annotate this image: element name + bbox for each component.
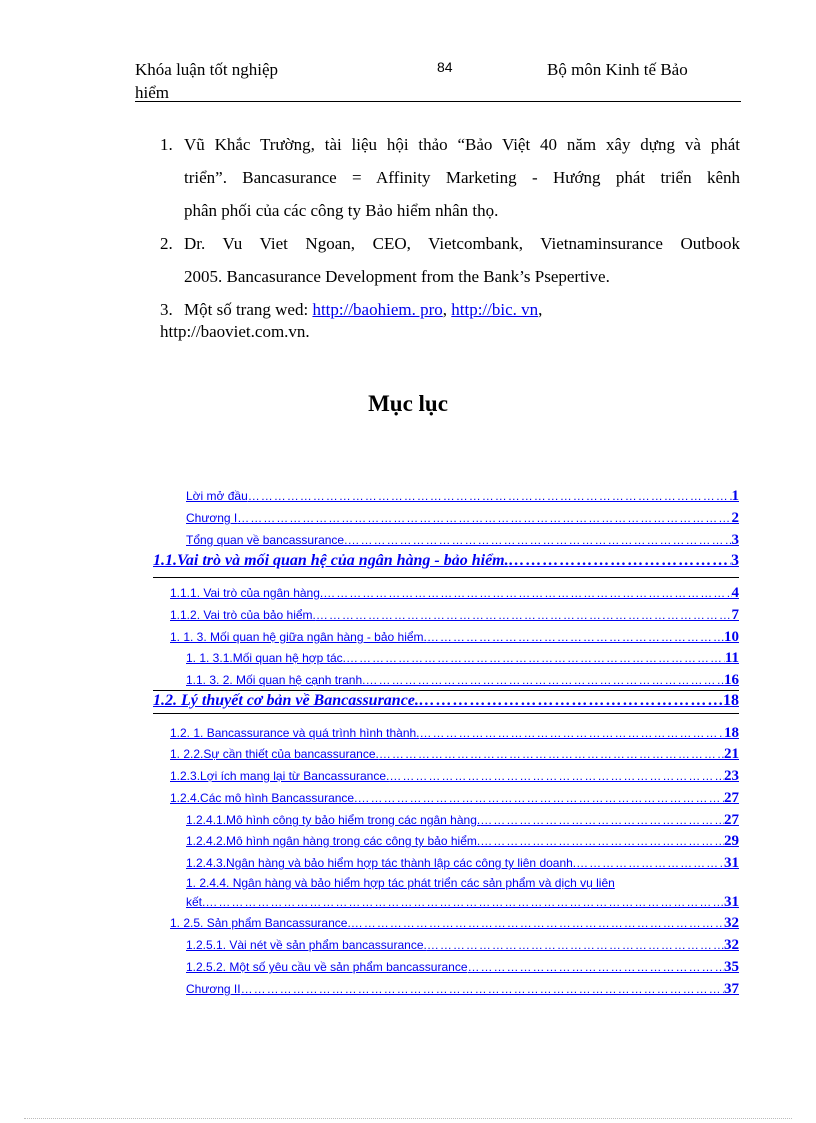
toc-entry-label: 1.2.5.1. Vài nét về sản phẩm bancassurance. — [186, 938, 427, 952]
reference-text: Một số trang wed: — [184, 300, 313, 319]
separator: , — [442, 300, 452, 319]
toc-entry-page: 32 — [724, 937, 739, 953]
toc-entry-page: 10 — [724, 629, 739, 645]
toc-leader — [389, 767, 724, 785]
toc-entry[interactable] — [186, 958, 739, 976]
toc-entry-page: 7 — [731, 607, 739, 623]
toc-leader — [427, 628, 724, 646]
toc-entry-page: 31 — [724, 894, 739, 910]
toc-entry[interactable] — [170, 724, 739, 742]
reference-text: triển”. Bancasurance = Affinity Marketing - Hướng phát triển kênh — [184, 168, 740, 187]
toc-leader — [427, 936, 724, 954]
toc-entry[interactable] — [170, 767, 739, 785]
toc-entry-page: 23 — [724, 768, 739, 784]
toc-entry[interactable] — [186, 893, 739, 911]
toc-entry-label: 1.2.5.2. Một số yêu cầu về sản phẩm bancassurance — [186, 960, 468, 974]
header-thesis-label-cont: hiểm — [135, 83, 169, 102]
toc-leader — [419, 690, 723, 712]
reference-number: 1. — [160, 135, 173, 154]
toc-entry-label: 1. 2.4.4. Ngân hàng và bảo hiểm hợp tác phát triển các sản phẩm và dịch vụ liên — [186, 876, 615, 890]
toc-leader — [480, 811, 724, 829]
toc-leader — [205, 893, 724, 911]
toc-entry-page: 35 — [724, 959, 739, 975]
toc-entry-label: 1. 1. 3. Mối quan hệ giữa ngân hàng - bảo hiểm. — [170, 630, 427, 644]
toc-entry-label: 1.1.Vai trò và mối quan hệ của ngân hàng - bảo hiểm. — [153, 552, 509, 569]
toc-entry-page: 11 — [724, 650, 739, 666]
reference-item-2 — [160, 227, 740, 293]
toc-entry-label: 1.2. Lý thuyết cơ bản về Bancassurance. — [153, 692, 419, 709]
header-left — [135, 58, 310, 104]
reference-url-baoviet: http://baoviet.com.vn. — [160, 322, 310, 341]
toc-title: Mục lục — [368, 391, 448, 416]
toc-entry-label: 1. 2.2.Sự cần thiết của bancassurance. — [170, 747, 379, 761]
reference-text: phân phối của các công ty Bảo hiểm nhân thọ. — [184, 201, 499, 220]
toc-entry[interactable] — [186, 509, 739, 527]
toc-entry[interactable] — [186, 854, 739, 872]
toc-entry-page: 3 — [731, 532, 739, 548]
toc-entry-label: 1.2.4.Các mô hình Bancassurance. — [170, 791, 358, 805]
toc-leader — [509, 550, 731, 572]
toc-leader — [346, 649, 725, 667]
toc-entry-label: 1.2. 1. Bancassurance và quá trình hình thành. — [170, 726, 420, 740]
reference-text: Dr. Vu Viet Ngoan, CEO, Vietcombank, Vietnaminsurance Outbook — [184, 234, 740, 253]
page-bottom-border — [24, 1118, 792, 1119]
toc-entry-label: Chương II — [186, 982, 241, 996]
reference-number: 3. — [160, 300, 173, 319]
toc-entry[interactable] — [170, 606, 739, 624]
toc-entry[interactable] — [186, 874, 739, 892]
toc-leader — [357, 789, 724, 807]
reference-text: 2005. Bancasurance Development from the Bank’s Psepertive. — [184, 267, 610, 286]
toc-entry-page: 31 — [724, 855, 739, 871]
toc-entry-label: 1.1.1. Vai trò của ngân hàng. — [170, 586, 324, 600]
toc-entry-label: 1. 2.5. Sản phẩm Bancassurance. — [170, 916, 351, 930]
toc-leader — [351, 914, 724, 932]
reference-number: 2. — [160, 234, 173, 253]
toc-entry-label: 1. 1. 3.1.Mối quan hệ hợp tác. — [186, 651, 346, 665]
toc-entry[interactable] — [170, 584, 739, 602]
toc-entry-page: 18 — [724, 725, 739, 741]
link-baohiem[interactable]: http://baohiem. pro — [312, 300, 443, 319]
toc-rule — [153, 713, 739, 714]
toc-entry[interactable] — [186, 811, 739, 829]
toc-entry[interactable] — [186, 671, 739, 689]
toc-entry[interactable] — [170, 914, 739, 932]
toc-entry-page: 18 — [723, 692, 739, 709]
toc-entry-label: 1.2.4.2.Mô hình ngân hàng trong các công ty bảo hiểm. — [186, 834, 481, 848]
link-bic[interactable]: http://bic. vn — [451, 300, 539, 319]
toc-entry-page: 16 — [724, 672, 739, 688]
toc-entry[interactable] — [186, 649, 739, 667]
header-page-number: 84 — [437, 59, 453, 75]
toc-entry[interactable] — [186, 531, 739, 549]
toc-entry-page: 27 — [724, 790, 739, 806]
header-thesis-label: Khóa luận tốt nghiệp — [135, 60, 279, 79]
toc-entry-page: 32 — [724, 915, 739, 931]
toc-entry-page: 29 — [724, 833, 739, 849]
toc-leader — [241, 980, 724, 998]
toc-leader — [347, 531, 731, 549]
reference-list — [160, 128, 740, 326]
toc-entry[interactable] — [170, 745, 739, 763]
toc-entry-page: 37 — [724, 981, 739, 997]
toc-entry[interactable] — [170, 789, 739, 807]
toc-entry-label: Lời mở đầu — [186, 489, 248, 503]
toc-entry-label: 1.1.2. Vai trò của bảo hiểm. — [170, 608, 316, 622]
toc-entry-label: Tổng quan về bancassurance. — [186, 533, 348, 547]
toc-entry[interactable] — [186, 980, 739, 998]
toc-section-heading[interactable] — [153, 690, 739, 712]
toc-entry[interactable] — [186, 936, 739, 954]
reference-item-1 — [160, 128, 740, 227]
toc-rule — [153, 577, 739, 578]
toc-leader — [420, 724, 724, 742]
toc-leader — [468, 958, 724, 976]
toc-entry-label: 1.2.4.1.Mô hình công ty bảo hiểm trong các ngân hàng. — [186, 813, 481, 827]
header-rule — [135, 101, 741, 102]
toc-entry-page: 21 — [724, 746, 739, 762]
toc-leader — [323, 584, 731, 602]
toc-section-heading[interactable] — [153, 550, 739, 572]
toc-entry-label: 1.2.4.3.Ngân hàng và bảo hiểm hợp tác thành lập các công ty liên doanh. — [186, 856, 577, 870]
toc-entry[interactable] — [186, 832, 739, 850]
toc-entry-page: 1 — [731, 488, 739, 504]
toc-leader — [576, 854, 724, 872]
toc-entry-page: 27 — [724, 812, 739, 828]
toc-leader — [365, 671, 724, 689]
toc-leader — [480, 832, 724, 850]
toc-leader — [237, 509, 731, 527]
toc-leader — [379, 745, 724, 763]
reference-text: Vũ Khắc Trường, tài liệu hội thảo “Bảo Việt 40 năm xây dựng và phát — [184, 135, 740, 154]
toc-entry[interactable] — [170, 628, 739, 646]
toc-entry-page: 4 — [731, 585, 739, 601]
toc-entry-page: 3 — [731, 552, 739, 569]
toc-entry-label: 1.2.3.Lợi ích mang lại từ Bancassurance. — [170, 769, 390, 783]
toc-leader — [316, 606, 732, 624]
separator: , — [538, 300, 543, 319]
toc-entry-label: Chương I — [186, 511, 238, 525]
header-department: Bộ môn Kinh tế Bảo — [547, 60, 688, 79]
toc-leader — [248, 487, 732, 505]
toc-entry-label: 1.1. 3. 2. Mối quan hệ cạnh tranh. — [186, 673, 366, 687]
toc-entry-page: 2 — [731, 510, 739, 526]
toc-entry[interactable] — [186, 487, 739, 505]
toc-entry-label: kết. — [186, 895, 206, 909]
